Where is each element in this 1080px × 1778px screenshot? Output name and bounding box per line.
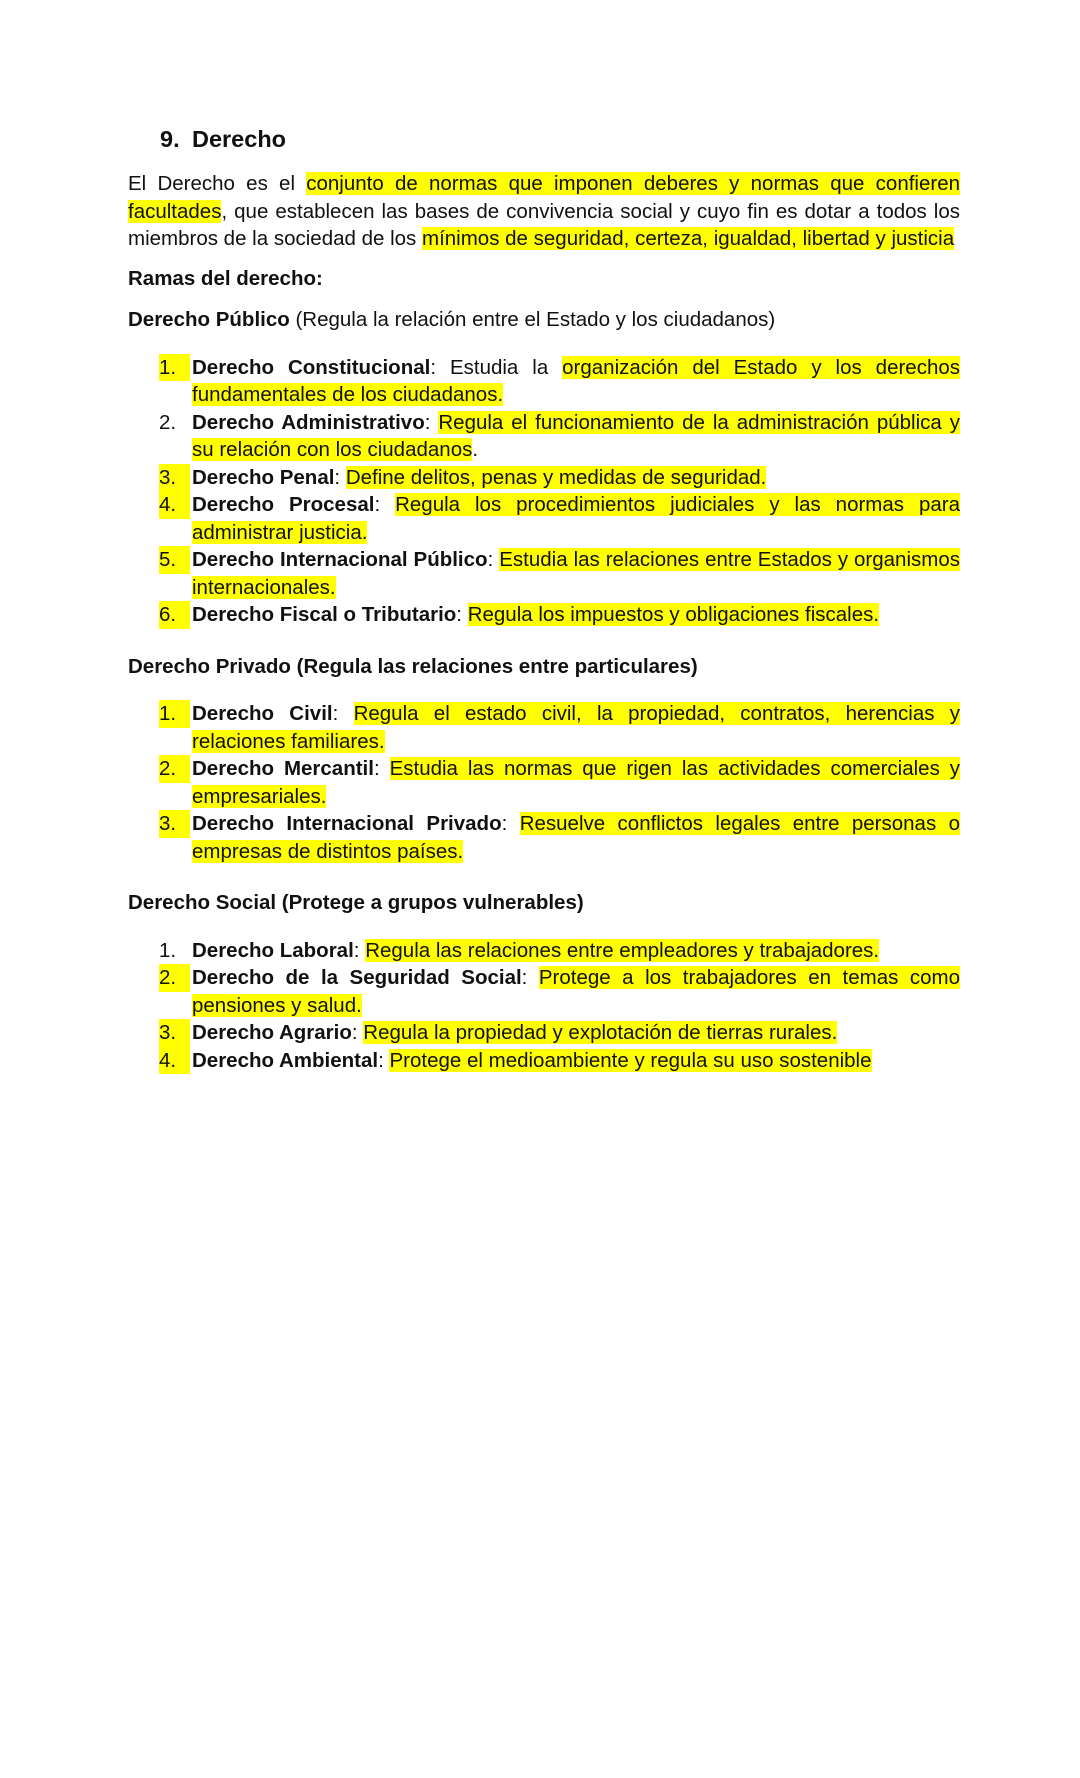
list-item-sep: : xyxy=(501,812,508,835)
list-item-sep: : xyxy=(353,938,360,962)
list-item-number: 5. xyxy=(159,546,190,574)
list-item-desc: Regula la propiedad y explotación de tierras rurales. xyxy=(363,1021,838,1044)
privado-heading: Derecho Privado (Regula las relaciones entre particulares) xyxy=(128,654,698,678)
list-item-name: Derecho Ambiental xyxy=(192,1048,379,1072)
list-item-name: Derecho Procesal xyxy=(192,493,375,516)
list-item-desc: Regula los procedimientos judiciales y las normas para administrar justicia. xyxy=(192,493,961,544)
list-item-sep: : xyxy=(332,702,339,725)
list-item-name: Derecho Penal xyxy=(192,465,335,489)
list-item xyxy=(128,1019,960,1047)
list-item-desc: organización del Estado y los derechos fundamentales de los ciudadanos. xyxy=(192,355,960,406)
publico-desc: (Regula la relación entre el Estado y los ciudadanos) xyxy=(289,308,776,331)
list-item-sep: : xyxy=(373,757,380,780)
list-item-pre xyxy=(380,757,390,780)
list-item-name: Derecho Laboral xyxy=(192,938,354,962)
social-heading: Derecho Social (Protege a grupos vulnerables) xyxy=(128,891,584,914)
list-item-pre xyxy=(507,812,519,835)
list-item-desc: Protege a los trabajadores en temas como pensiones y salud. xyxy=(192,966,960,1017)
section-title-text: Derecho xyxy=(192,126,287,152)
intro-highlight-2: mínimos de seguridad, certeza, igualdad, libertad y justicia xyxy=(422,227,955,250)
intro-paragraph xyxy=(128,170,960,253)
list-item-number: 1. xyxy=(159,938,177,962)
list-item-sep: : xyxy=(378,1048,384,1072)
list-item-sep: : xyxy=(424,410,431,434)
list-item-number: 6. xyxy=(159,601,190,629)
list-item xyxy=(128,700,960,755)
list-item xyxy=(128,937,960,965)
privado-list xyxy=(128,700,960,865)
publico-title: Derecho Público xyxy=(128,308,290,331)
list-item xyxy=(128,1047,960,1075)
list-item xyxy=(128,409,960,464)
list-item-post: . xyxy=(472,438,479,461)
list-item-desc: Regula el funcionamiento de la administración pública y su relación con los ciudadanos xyxy=(192,410,960,461)
list-item-sep: : xyxy=(456,603,462,626)
list-item-number: 2. xyxy=(159,755,190,783)
list-item-desc: Protege el medioambiente y regula su uso sostenible xyxy=(389,1048,872,1072)
list-item-desc: Resuelve conflictos legales entre personas o empresas de distintos países. xyxy=(192,812,960,863)
list-item-sep: : xyxy=(487,548,494,571)
list-item-name: Derecho Internacional Público xyxy=(192,548,488,571)
ramas-heading: Ramas del derecho: xyxy=(128,266,323,290)
intro-highlight-1: conjunto de normas que imponen deberes y normas que confieren facultades xyxy=(128,172,960,223)
list-item-sep: : xyxy=(351,1021,358,1044)
publico-list xyxy=(128,354,960,629)
list-item-desc: Regula el estado civil, la propiedad, contratos, herencias y relaciones familiares. xyxy=(192,702,960,753)
list-item-desc: Estudia las normas que rigen las actividades comerciales y empresariales. xyxy=(192,757,960,808)
social-list xyxy=(128,937,960,1075)
document-page xyxy=(128,124,960,1098)
list-item-pre xyxy=(527,966,539,989)
list-item-desc: Estudia las relaciones entre Estados y organismos internacionales. xyxy=(192,548,960,599)
list-item-pre xyxy=(340,466,346,489)
intro-text-1: El Derecho es el xyxy=(128,172,307,195)
list-item-number: 2. xyxy=(159,964,190,992)
list-item-name: Derecho Administrativo xyxy=(192,410,425,434)
intro-text-2: , que establecen las bases de convivencia social y cuyo fin es dotar a todos los miembros de la sociedad de los xyxy=(128,199,960,250)
list-item xyxy=(128,491,960,546)
list-item-name: Derecho Fiscal o Tributario xyxy=(192,603,457,626)
list-item-number: 4. xyxy=(159,1047,190,1075)
list-item-desc: Regula las relaciones entre empleadores y trabajadores. xyxy=(365,938,880,962)
list-item-number: 1. xyxy=(159,700,190,728)
list-item xyxy=(128,810,960,865)
list-item-number: 1. xyxy=(159,354,190,382)
list-item-name: Derecho Civil xyxy=(192,702,333,725)
list-item-name: Derecho Internacional Privado xyxy=(192,812,502,835)
list-item xyxy=(128,354,960,409)
list-item-name: Derecho de la Seguridad Social xyxy=(192,966,522,989)
list-item-number: 3. xyxy=(159,810,190,838)
publico-heading xyxy=(128,306,960,334)
list-item-number: 2. xyxy=(159,410,177,434)
list-item-name: Derecho Agrario xyxy=(192,1021,352,1044)
list-item-desc: Define delitos, penas y medidas de seguridad. xyxy=(345,465,767,489)
list-item-sep: : xyxy=(521,966,528,989)
list-item-pre xyxy=(380,493,395,516)
list-item-number: 3. xyxy=(159,1019,190,1047)
list-item xyxy=(128,964,960,1019)
list-item-sep: : xyxy=(430,355,437,379)
section-number: 9. xyxy=(160,126,180,152)
list-item-pre xyxy=(462,603,468,626)
section-title xyxy=(128,124,960,154)
list-item xyxy=(128,546,960,601)
list-item xyxy=(128,601,960,629)
list-item-pre: Estudia la xyxy=(436,355,563,379)
list-item-sep: : xyxy=(374,493,381,516)
list-item-desc: Regula los impuestos y obligaciones fiscales. xyxy=(467,603,880,626)
list-item-name: Derecho Mercantil xyxy=(192,757,374,780)
list-item xyxy=(128,464,960,492)
list-item-name: Derecho Constitucional xyxy=(192,355,431,379)
list-item-number: 3. xyxy=(159,464,190,492)
list-item-sep: : xyxy=(334,465,341,489)
list-item-pre xyxy=(338,702,353,725)
list-item-number: 4. xyxy=(159,491,190,519)
list-item xyxy=(128,755,960,810)
